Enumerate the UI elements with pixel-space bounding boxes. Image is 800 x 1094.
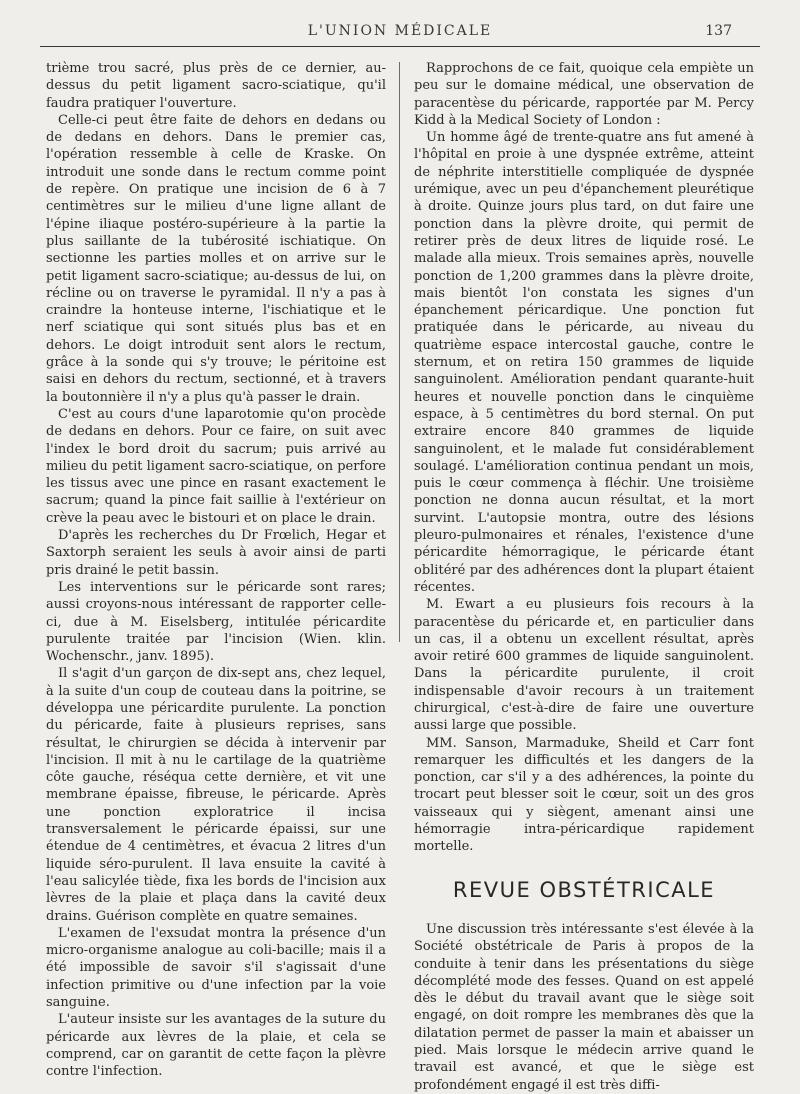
- section-heading-block: [414, 877, 754, 902]
- column-divider: [399, 62, 400, 642]
- header-rule: [40, 46, 760, 47]
- running-head: [40, 20, 760, 42]
- page-number: 137: [705, 23, 732, 39]
- journal-title: L'UNION MÉDICALE: [307, 23, 493, 39]
- paragraph: L'examen de l'exsudat montra la présence d'un micro-organisme analogue au coli-bacille; mais il a été impossible de savoir s'il s'agissait d'une infection primitive ou d'une infection par la voie sanguine.: [46, 925, 386, 1011]
- paragraph: Rapprochons de ce fait, quoique cela empiète un peu sur le domaine médical, une observation de paracentèse du péricarde, rapportée par M. Percy Kidd à la Medical Society of London :: [414, 61, 754, 128]
- paragraph: M. Ewart a eu plusieurs fois recours à la paracentèse du péricarde et, en particulier dans un cas, il a obtenu un excellent résultat, après avoir retiré 600 grammes de liquide sanguinolent. Dans la péricardite purulente, il croit indispensable d'avoir recours à un traitement chirurgical, c'est-à-dire de faire une ouverture aussi large que possible.: [414, 597, 754, 734]
- paragraph: Un homme âgé de trente-quatre ans fut amené à l'hôpital en proie à une dyspnée extrême, atteint de néphrite interstitielle compliquée de dyspnée urémique, avec un peu d'épanchement pleurétique à droite. Quinze jours plus tard, on dut faire une ponction dans la plèvre droite, qui permit de retirer près de deux litres de liquide rosé. Le malade alla mieux. Trois semaines après, nouvelle ponction de 1,200 grammes dans la plèvre droite, mais bientôt l'on constata les signes d'un épanchement péricardique. Une ponction fut pratiquée dans le péricarde, au niveau du quatrième espace intercostal gauche, contre le sternum, et on retira 150 grammes de liquide sanguinolent. Amélioration pendant quarante-huit heures et nouvelle ponction dans le cinquième espace, à 5 centimètres du bord sternal. On put extraire encore 840 grammes de liquide sanguinolent, et le malade fut considérablement soulagé. L'amélioration continua pendant un mois, puis le cœur commença à fléchir. Une troisième ponction ne donna aucun résultat, et la mort survint. L'autopsie montra, outre des lésions pleuro-pulmonaires et rénales, l'existence d'une péricardite hémorragique, le péricarde étant oblitéré par des adhérences dont la plupart étaient récentes.: [414, 130, 754, 595]
- paragraph: trième trou sacré, plus près de ce dernier, au-dessus du petit ligament sacro-sciatique, qu'il faudra pratiquer l'ouverture.: [46, 61, 386, 111]
- paragraph: Celle-ci peut être faite de dehors en dedans ou de dedans en dehors. Dans le premier cas, l'opération ressemble à celle de Kraske. On introduit une sonde dans le rectum comme point de repère. On pratique une incision de 6 à 7 centimètres sur le milieu d'une ligne allant de l'épine iliaque postéro-supérieure à la partie la plus saillante de la tubérosité ischiatique. On sectionne les parties molles et on arrive sur le petit ligament sacro-sciatique; au-dessus de lui, on récline ou on traverse le pyramidal. Il n'y a pas à craindre la honteuse interne, l'ischiatique et le nerf sciatique qui sont situés plus bas et en dehors. Le doigt introduit sent alors le rectum, grâce à la sonde qui s'y trouve; le péritoine est saisi en dehors du rectum, sectionné, et à travers la boutonnière il n'y a plus qu'à passer le drain.: [46, 112, 386, 405]
- paragraph: Les interventions sur le péricarde sont rares; aussi croyons-nous intéressant de rapporter celle-ci, due à M. Eiselsberg, intitulée péricardite purulente traitée par l'incision (Wien. klin. Wochenschr., janv. 1895).: [46, 579, 386, 665]
- right-column-bottom: [414, 921, 754, 1094]
- paragraph: MM. Sanson, Marmaduke, Sheild et Carr font remarquer les difficultés et les dangers de la ponction, car s'il y a des adhérences, la pointe du trocart peut blesser soit le cœur, soit un des gros vaisseaux qui y siègent, amenant ainsi une hémorragie intra-péricardique rapidement mortelle.: [414, 735, 754, 855]
- paragraph: Une discussion très intéressante s'est élevée à la Société obstétricale de Paris à propos de la conduite à tenir dans les présentations du siège décomplété mode des fesses. Quand on est appelé dès le début du travail avant que le siège soit engagé, on doit rompre les membranes dès que la dilatation permet de passer la main et abaisser un pied. Mais lorsque le médecin arrive quand le travail est avancé, et que le siège est profondément engagé il est très diffi-: [414, 921, 754, 1093]
- paragraph: Il s'agit d'un garçon de dix-sept ans, chez lequel, à la suite d'un coup de couteau dans la poitrine, se développa une péricardite purulente. La ponction du péricarde, faite à plusieurs reprises, sans résultat, le chirurgien se décida à intervenir par l'incision. Il mit à nu le cartilage de la quatrième côte gauche, réséqua cette dernière, et vit une membrane épaisse, fibreuse, le péricarde. Après une ponction exploratrice il incisa transversalement le péricarde épaissi, sur une étendue de 4 centimètres, et évacua 2 litres d'un liquide séro-purulent. Il lava ensuite la cavité à l'eau salicylée tiède, fixa les bords de l'incision aux lèvres de la plaie et plaça dans la cavité deux drains. Guérison complète en quatre semaines.: [46, 666, 386, 924]
- paragraph: D'après les recherches du Dr Frœlich, Hegar et Saxtorph seraient les seuls à avoir ainsi de parti pris drainé le petit bassin.: [46, 528, 386, 578]
- right-column: [414, 60, 754, 1093]
- paragraph: C'est au cours d'une laparotomie qu'on procède de dedans en dehors. Pour ce faire, on suit avec l'index le bord droit du sacrum; puis arrivé au milieu du petit ligament sacro-sciatique, on perfore les tissus avec une pince en rasant exactement le sacrum; quand la pince fait saillie à l'extérieur on crève la peau avec le bistouri et on place le drain.: [46, 406, 386, 526]
- right-column-top: [414, 60, 754, 856]
- left-column: [46, 60, 386, 1080]
- paragraph: L'auteur insiste sur les avantages de la suture du péricarde aux lèvres de la plaie, et cela se comprend, car on garantit de cette façon la plèvre contre l'infection.: [46, 1012, 386, 1080]
- section-title: REVUE OBSTÉTRICALE: [452, 877, 716, 902]
